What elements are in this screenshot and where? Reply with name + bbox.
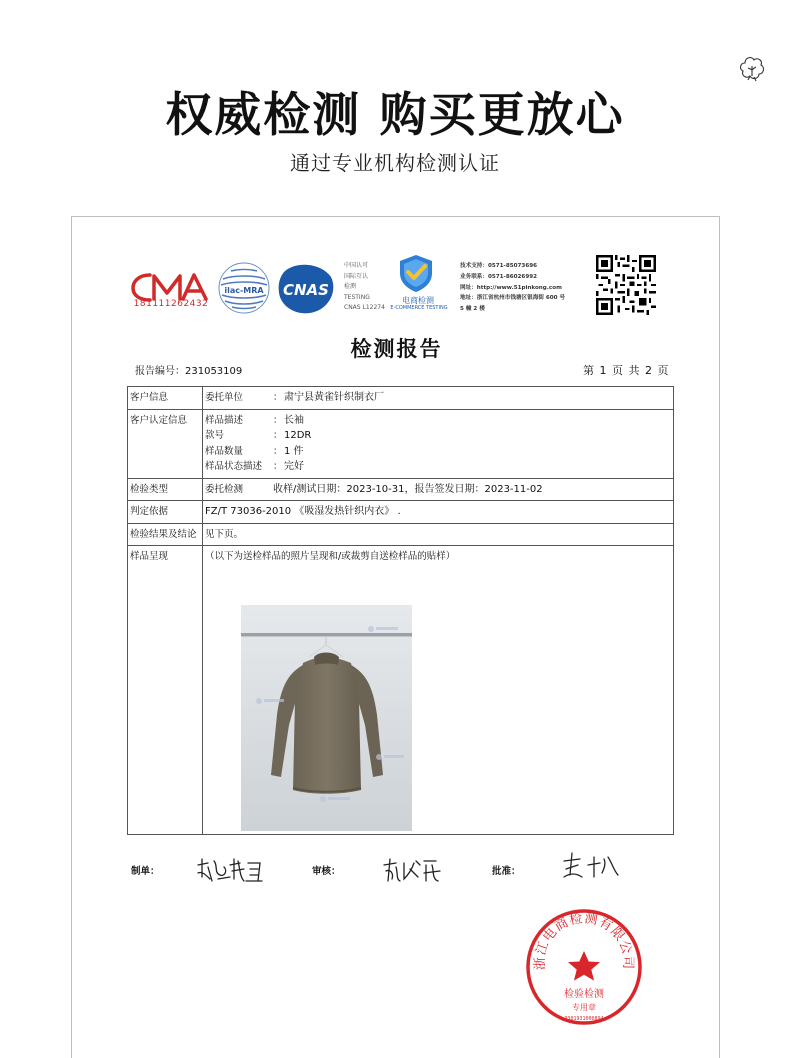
preparer-signature bbox=[194, 853, 266, 887]
table-row bbox=[128, 546, 674, 835]
approver-signature bbox=[558, 851, 624, 881]
table-row bbox=[128, 501, 674, 524]
ecommerce-testing-en: E-COMMERCE TESTING bbox=[390, 305, 448, 311]
official-seal bbox=[524, 907, 644, 1027]
cma-number: 181111262432 bbox=[133, 299, 209, 309]
preparer-label: 制单： bbox=[131, 866, 160, 877]
result-conclusion: 见下页。 bbox=[203, 523, 674, 546]
svg-text:专用章: 专用章 bbox=[572, 1003, 596, 1012]
subheadline: 通过专业机构检测认证 bbox=[290, 151, 500, 175]
cnas-caption: 中国认可 国际互认 检测 TESTING CNAS L12274 bbox=[344, 262, 385, 311]
ilac-mra-logo bbox=[217, 261, 271, 315]
report-title: 检测报告 bbox=[350, 336, 443, 361]
ecommerce-testing-cn: 电商检测 bbox=[402, 296, 434, 305]
row-label: 检验结果及结论 bbox=[128, 523, 203, 546]
row-label: 客户认定信息 bbox=[128, 409, 203, 478]
ecommerce-testing-logo bbox=[392, 253, 440, 293]
reviewer-label: 审核： bbox=[312, 866, 341, 877]
report-number: 报告编号：231053109 bbox=[135, 366, 243, 377]
svg-text:浙江电商检测有限公司: 浙江电商检测有限公司 bbox=[532, 911, 636, 971]
row-label: 判定依据 bbox=[128, 501, 203, 524]
table-row: 客户信息 委托单位 ：肃宁县黄雀针织制衣厂 bbox=[128, 387, 674, 410]
report-page-info: 第 1 页 共 2 页 bbox=[583, 364, 670, 377]
svg-text:检验检测: 检验检测 bbox=[564, 989, 604, 1000]
contact-info: 技术支持：0571-85073696 业务联系：0571-86026992 网址：http://www.51pinkong.com 地址：浙江省杭州市钱塘区银海街 600 号 5 幢 2 楼 bbox=[460, 263, 566, 313]
report-table bbox=[127, 386, 674, 835]
standard-basis: FZ/T 73036-2010 《吸湿发热针织内衣》 . bbox=[203, 501, 674, 524]
presentation-note: （以下为送检样品的照片呈现和/或裁剪自送检样品的贴样） bbox=[205, 551, 456, 562]
svg-text:ilac‑MRA: ilac‑MRA bbox=[224, 286, 264, 295]
row-label: 样品呈现 bbox=[128, 546, 203, 835]
client-name: 肃宁县黄雀针织制衣厂 bbox=[284, 392, 384, 403]
svg-text:CNAS: CNAS bbox=[283, 281, 329, 299]
approver-label: 批准： bbox=[492, 866, 521, 877]
qr-code-icon bbox=[596, 255, 656, 315]
table-row: 检验类型 委托检测 收样/测试日期：2023-10-31，报告签发日期：2023-11-02 bbox=[128, 478, 674, 501]
reviewer-signature bbox=[380, 855, 444, 887]
headline: 权威检测 购买更放心 bbox=[165, 88, 625, 143]
cnas-logo bbox=[275, 261, 337, 315]
svg-text:3301931000894: 3301931000894 bbox=[564, 1016, 604, 1022]
row-label: 客户信息 bbox=[128, 387, 203, 410]
table-row: 客户认定信息 样品描述 ：长袖 款号 ：12DR 样品数量 ：1 件 样品状态描述 ：完好 bbox=[128, 409, 674, 478]
test-report-document bbox=[71, 216, 720, 1058]
table-row bbox=[128, 523, 674, 546]
sample-photo bbox=[241, 605, 412, 831]
row-label: 检验类型 bbox=[128, 478, 203, 501]
inspection-dates: 收样/测试日期：2023-10-31，报告签发日期：2023-11-02 bbox=[273, 483, 543, 495]
